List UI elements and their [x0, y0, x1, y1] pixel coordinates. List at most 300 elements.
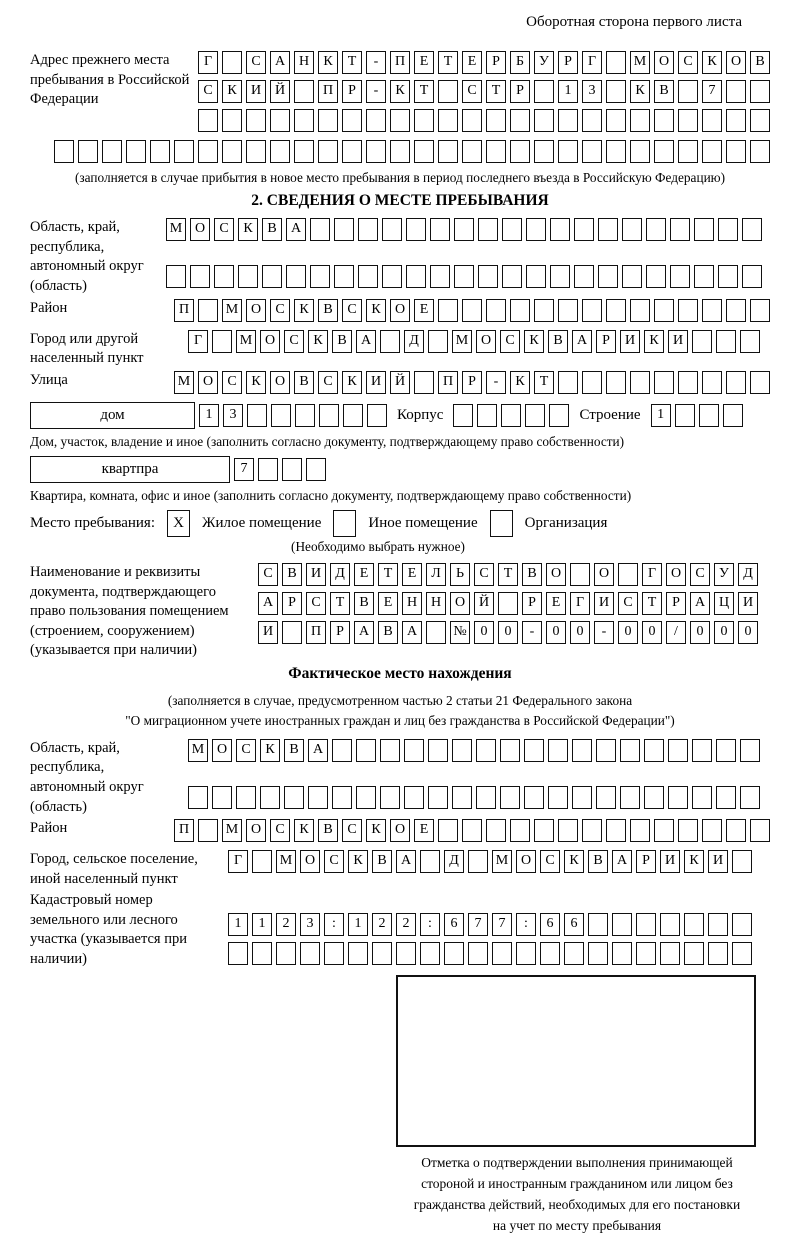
char-cell: С — [324, 850, 344, 873]
prev-address-row-4 — [30, 140, 770, 163]
char-cell: К — [294, 819, 314, 842]
char-cell: Й — [270, 80, 290, 103]
char-cell — [54, 140, 74, 163]
stay-checkbox-organization — [490, 510, 513, 537]
house-caption: Дом, участок, владение и иное (заполнить согласно документу, подтверждающему право собственности) — [30, 433, 625, 449]
char-cell — [150, 140, 170, 163]
apartment-cells — [234, 458, 326, 481]
char-cell: Н — [426, 592, 446, 615]
char-cell — [166, 265, 186, 288]
char-cell: И — [708, 850, 728, 873]
stamp-caption — [384, 1153, 770, 1237]
char-cell — [486, 299, 506, 322]
char-cell: И — [668, 330, 688, 353]
char-cell: Т — [486, 80, 506, 103]
char-cell — [390, 140, 410, 163]
char-cell: С — [474, 563, 494, 586]
char-cell — [540, 942, 560, 965]
char-cell — [636, 913, 656, 936]
char-cell — [358, 265, 378, 288]
char-cell: С — [342, 299, 362, 322]
char-cell: М — [222, 299, 242, 322]
char-cell: В — [372, 850, 392, 873]
char-cell: О — [260, 330, 280, 353]
char-cell — [486, 140, 506, 163]
char-cell: Н — [294, 51, 314, 74]
char-cell: Р — [636, 850, 656, 873]
char-cell — [694, 218, 714, 241]
street-block — [30, 371, 770, 400]
char-cell: 6 — [564, 913, 584, 936]
char-cell: К — [564, 850, 584, 873]
char-cell — [668, 739, 688, 762]
district-row — [174, 299, 770, 322]
char-cell — [342, 109, 362, 132]
char-cell: Д — [738, 563, 758, 586]
char-cell — [582, 371, 602, 394]
char-cell: К — [702, 51, 722, 74]
char-cell: С — [270, 819, 290, 842]
char-cell — [726, 819, 746, 842]
char-cell — [750, 140, 770, 163]
char-cell: - — [486, 371, 506, 394]
city-label: Город или другой населенный пункт — [30, 330, 144, 367]
char-cell — [708, 942, 728, 965]
char-cell: В — [750, 51, 770, 74]
char-cell — [606, 819, 626, 842]
char-cell — [222, 109, 242, 132]
char-cell — [270, 140, 290, 163]
char-cell: В — [318, 299, 338, 322]
char-cell — [702, 140, 722, 163]
char-cell: М — [188, 739, 208, 762]
char-cell — [654, 299, 674, 322]
char-cell — [636, 942, 656, 965]
char-cell — [582, 819, 602, 842]
char-cell — [420, 850, 440, 873]
char-cell: Р — [510, 80, 530, 103]
stroenie-cells — [651, 404, 743, 427]
char-cell — [372, 942, 392, 965]
char-cell: 2 — [372, 913, 392, 936]
korpus-label: Корпус — [397, 406, 444, 423]
house-cells — [199, 404, 387, 427]
char-cell: М — [452, 330, 472, 353]
char-cell — [524, 786, 544, 809]
char-cell — [534, 109, 554, 132]
char-cell — [750, 80, 770, 103]
char-cell — [468, 942, 488, 965]
char-cell — [694, 265, 714, 288]
char-cell — [198, 140, 218, 163]
char-cell — [678, 140, 698, 163]
char-cell — [750, 819, 770, 842]
char-cell — [526, 265, 546, 288]
char-cell — [404, 786, 424, 809]
char-cell — [612, 913, 632, 936]
char-cell: Е — [414, 819, 434, 842]
char-cell: Р — [282, 592, 302, 615]
char-cell — [596, 786, 616, 809]
char-cell — [570, 563, 590, 586]
document-block — [30, 563, 770, 661]
char-cell: - — [594, 621, 614, 644]
char-cell — [510, 109, 530, 132]
actual-district-block — [30, 819, 770, 848]
char-cell — [574, 265, 594, 288]
char-cell — [742, 265, 762, 288]
char-cell: А — [612, 850, 632, 873]
char-cell — [654, 371, 674, 394]
char-cell — [526, 218, 546, 241]
char-cell — [740, 739, 760, 762]
region-row-1 — [166, 218, 762, 241]
char-cell — [622, 218, 642, 241]
char-cell: Т — [534, 371, 554, 394]
char-cell: Т — [498, 563, 518, 586]
char-cell — [382, 218, 402, 241]
char-cell — [732, 942, 752, 965]
char-cell — [453, 404, 473, 427]
char-cell — [702, 819, 722, 842]
char-cell — [342, 140, 362, 163]
char-cell: С — [342, 819, 362, 842]
street-row — [174, 371, 770, 394]
char-cell — [222, 51, 242, 74]
char-cell: 1 — [348, 913, 368, 936]
char-cell: К — [644, 330, 664, 353]
char-cell — [684, 913, 704, 936]
char-cell: О — [516, 850, 536, 873]
char-cell: А — [396, 850, 416, 873]
stay-checkbox-residential: X — [167, 510, 190, 537]
char-cell: И — [594, 592, 614, 615]
char-cell: Г — [582, 51, 602, 74]
prev-address-row-3 — [198, 109, 770, 132]
char-cell: 3 — [300, 913, 320, 936]
char-cell — [588, 913, 608, 936]
char-cell — [406, 265, 426, 288]
char-cell: 3 — [582, 80, 602, 103]
char-cell — [343, 404, 363, 427]
char-cell: Т — [414, 80, 434, 103]
char-cell: А — [308, 739, 328, 762]
char-cell — [750, 109, 770, 132]
char-cell — [598, 218, 618, 241]
char-cell: В — [354, 592, 374, 615]
char-cell — [670, 218, 690, 241]
char-cell: К — [318, 51, 338, 74]
char-cell — [654, 140, 674, 163]
char-cell — [654, 819, 674, 842]
char-cell — [300, 942, 320, 965]
char-cell — [286, 265, 306, 288]
region-row-2 — [166, 265, 762, 288]
char-cell: К — [510, 371, 530, 394]
char-cell: Р — [342, 80, 362, 103]
char-cell: С — [222, 371, 242, 394]
char-cell: О — [666, 563, 686, 586]
char-cell — [198, 819, 218, 842]
char-cell — [558, 819, 578, 842]
actual-location-title: Фактическое место нахождения — [288, 665, 512, 683]
char-cell: В — [284, 739, 304, 762]
char-cell — [295, 404, 315, 427]
char-cell — [486, 109, 506, 132]
char-cell — [502, 265, 522, 288]
actual-region-row-1 — [188, 739, 760, 762]
char-cell: И — [258, 621, 278, 644]
char-cell — [660, 913, 680, 936]
char-cell: О — [390, 299, 410, 322]
stay-type-label: Место пребывания: — [30, 515, 155, 532]
char-cell: С — [690, 563, 710, 586]
char-cell — [486, 819, 506, 842]
char-cell: Е — [354, 563, 374, 586]
char-cell — [684, 942, 704, 965]
char-cell: А — [690, 592, 710, 615]
char-cell — [574, 218, 594, 241]
char-cell — [332, 786, 352, 809]
char-cell — [477, 404, 497, 427]
char-cell — [356, 739, 376, 762]
house-row — [30, 402, 770, 429]
char-cell: И — [306, 563, 326, 586]
prev-address-block — [30, 51, 770, 138]
char-cell: В — [548, 330, 568, 353]
char-cell: С — [258, 563, 278, 586]
char-cell — [716, 786, 736, 809]
char-cell — [516, 942, 536, 965]
char-cell: О — [270, 371, 290, 394]
actual-location-caption — [30, 691, 770, 731]
char-cell — [750, 371, 770, 394]
char-cell: С — [306, 592, 326, 615]
char-cell: Т — [330, 592, 350, 615]
char-cell — [500, 786, 520, 809]
char-cell: О — [654, 51, 674, 74]
char-cell: С — [214, 218, 234, 241]
char-cell — [310, 265, 330, 288]
char-cell: П — [318, 80, 338, 103]
char-cell — [708, 913, 728, 936]
char-cell — [294, 80, 314, 103]
char-cell: 1 — [651, 404, 671, 427]
char-cell — [612, 942, 632, 965]
char-cell: М — [166, 218, 186, 241]
char-cell — [644, 786, 664, 809]
char-cell: И — [246, 80, 266, 103]
char-cell: Р — [330, 621, 350, 644]
char-cell: И — [620, 330, 640, 353]
char-cell: 7 — [468, 913, 488, 936]
char-cell: : — [420, 913, 440, 936]
stroenie-label: Строение — [579, 406, 641, 423]
char-cell — [262, 265, 282, 288]
char-cell — [646, 265, 666, 288]
char-cell — [618, 563, 638, 586]
char-cell: П — [438, 371, 458, 394]
char-cell: 7 — [234, 458, 254, 481]
char-cell: К — [238, 218, 258, 241]
char-cell — [444, 942, 464, 965]
char-cell: А — [402, 621, 422, 644]
stay-option-organization-label: Организация — [524, 515, 608, 532]
stamp-caption-line3: гражданства действий, необходимых для его постановки — [413, 1197, 741, 1213]
char-cell: Т — [642, 592, 662, 615]
char-cell: Р — [558, 51, 578, 74]
char-cell — [462, 299, 482, 322]
char-cell: - — [522, 621, 542, 644]
char-cell — [660, 942, 680, 965]
char-cell — [430, 218, 450, 241]
char-cell: Т — [438, 51, 458, 74]
char-cell: К — [366, 819, 386, 842]
char-cell — [438, 80, 458, 103]
prev-address-label: Адрес прежнего места пребывания в Российской Федерации — [30, 52, 190, 108]
char-cell: : — [324, 913, 344, 936]
char-cell — [428, 786, 448, 809]
stay-option-other-premises-label: Иное помещение — [368, 515, 478, 532]
char-cell — [582, 109, 602, 132]
char-cell: О — [450, 592, 470, 615]
char-cell: 1 — [558, 80, 578, 103]
char-cell — [716, 739, 736, 762]
cadastral-row-2 — [228, 942, 752, 965]
char-cell: М — [276, 850, 296, 873]
apartment-row — [30, 456, 770, 483]
actual-city-row — [228, 850, 752, 873]
char-cell: Г — [188, 330, 208, 353]
char-cell — [502, 218, 522, 241]
char-cell — [716, 330, 736, 353]
char-cell — [548, 786, 568, 809]
cadastral-row-1 — [228, 913, 752, 936]
char-cell: В — [262, 218, 282, 241]
char-cell: О — [726, 51, 746, 74]
char-cell — [212, 786, 232, 809]
char-cell — [678, 819, 698, 842]
char-cell — [598, 265, 618, 288]
cadastral-label: Кадастровый номер земельного или лесного участка (указывается при наличии) — [30, 892, 187, 967]
char-cell: В — [282, 563, 302, 586]
char-cell — [606, 51, 626, 74]
char-cell: П — [174, 819, 194, 842]
char-cell — [620, 739, 640, 762]
char-cell — [428, 330, 448, 353]
char-cell — [510, 140, 530, 163]
char-cell — [198, 109, 218, 132]
korpus-cells — [453, 404, 569, 427]
char-cell — [534, 80, 554, 103]
char-cell: К — [308, 330, 328, 353]
char-cell: И — [660, 850, 680, 873]
char-cell — [630, 140, 650, 163]
prev-address-caption: (заполняется в случае прибытия в новое место пребывания в период последнего въезда в Российскую Федерацию) — [74, 170, 726, 185]
char-cell: С — [540, 850, 560, 873]
char-cell — [478, 265, 498, 288]
char-cell — [564, 942, 584, 965]
char-cell — [501, 404, 521, 427]
char-cell: 0 — [570, 621, 590, 644]
char-cell: К — [222, 80, 242, 103]
char-cell — [726, 299, 746, 322]
char-cell: Р — [596, 330, 616, 353]
char-cell: Е — [402, 563, 422, 586]
char-cell: О — [198, 371, 218, 394]
city-block — [30, 330, 770, 369]
char-cell: Г — [570, 592, 590, 615]
char-cell — [702, 299, 722, 322]
char-cell: В — [522, 563, 542, 586]
char-cell: Р — [462, 371, 482, 394]
char-cell: - — [366, 80, 386, 103]
char-cell — [692, 330, 712, 353]
char-cell — [670, 265, 690, 288]
stay-option-residential-label: Жилое помещение — [202, 515, 322, 532]
char-cell: К — [390, 80, 410, 103]
char-cell — [678, 299, 698, 322]
char-cell: - — [366, 51, 386, 74]
char-cell — [380, 330, 400, 353]
char-cell — [718, 218, 738, 241]
char-cell: 0 — [642, 621, 662, 644]
char-cell: 6 — [444, 913, 464, 936]
char-cell: Т — [342, 51, 362, 74]
char-cell: К — [366, 299, 386, 322]
char-cell: С — [236, 739, 256, 762]
char-cell — [558, 109, 578, 132]
char-cell: Г — [642, 563, 662, 586]
char-cell: № — [450, 621, 470, 644]
char-cell — [699, 404, 719, 427]
char-cell — [306, 458, 326, 481]
char-cell — [726, 80, 746, 103]
char-cell — [654, 109, 674, 132]
char-cell: Н — [402, 592, 422, 615]
char-cell — [606, 371, 626, 394]
char-cell — [380, 739, 400, 762]
char-cell — [428, 739, 448, 762]
char-cell — [271, 404, 291, 427]
char-cell — [452, 739, 472, 762]
char-cell: В — [332, 330, 352, 353]
char-cell — [282, 458, 302, 481]
char-cell — [102, 140, 122, 163]
char-cell: О — [476, 330, 496, 353]
char-cell: 1 — [199, 404, 219, 427]
stay-type-note: (Необходимо выбрать нужное) — [291, 539, 465, 555]
char-cell — [247, 404, 267, 427]
char-cell: А — [572, 330, 592, 353]
char-cell — [534, 819, 554, 842]
char-cell — [420, 942, 440, 965]
char-cell — [260, 786, 280, 809]
char-cell: 0 — [546, 621, 566, 644]
char-cell — [588, 942, 608, 965]
char-cell — [310, 218, 330, 241]
char-cell: В — [318, 819, 338, 842]
document-row-3 — [258, 621, 758, 644]
char-cell — [726, 140, 746, 163]
actual-city-block — [30, 850, 770, 889]
char-cell — [476, 786, 496, 809]
char-cell: С — [246, 51, 266, 74]
char-cell: И — [366, 371, 386, 394]
char-cell: 0 — [618, 621, 638, 644]
char-cell — [718, 265, 738, 288]
char-cell — [308, 786, 328, 809]
